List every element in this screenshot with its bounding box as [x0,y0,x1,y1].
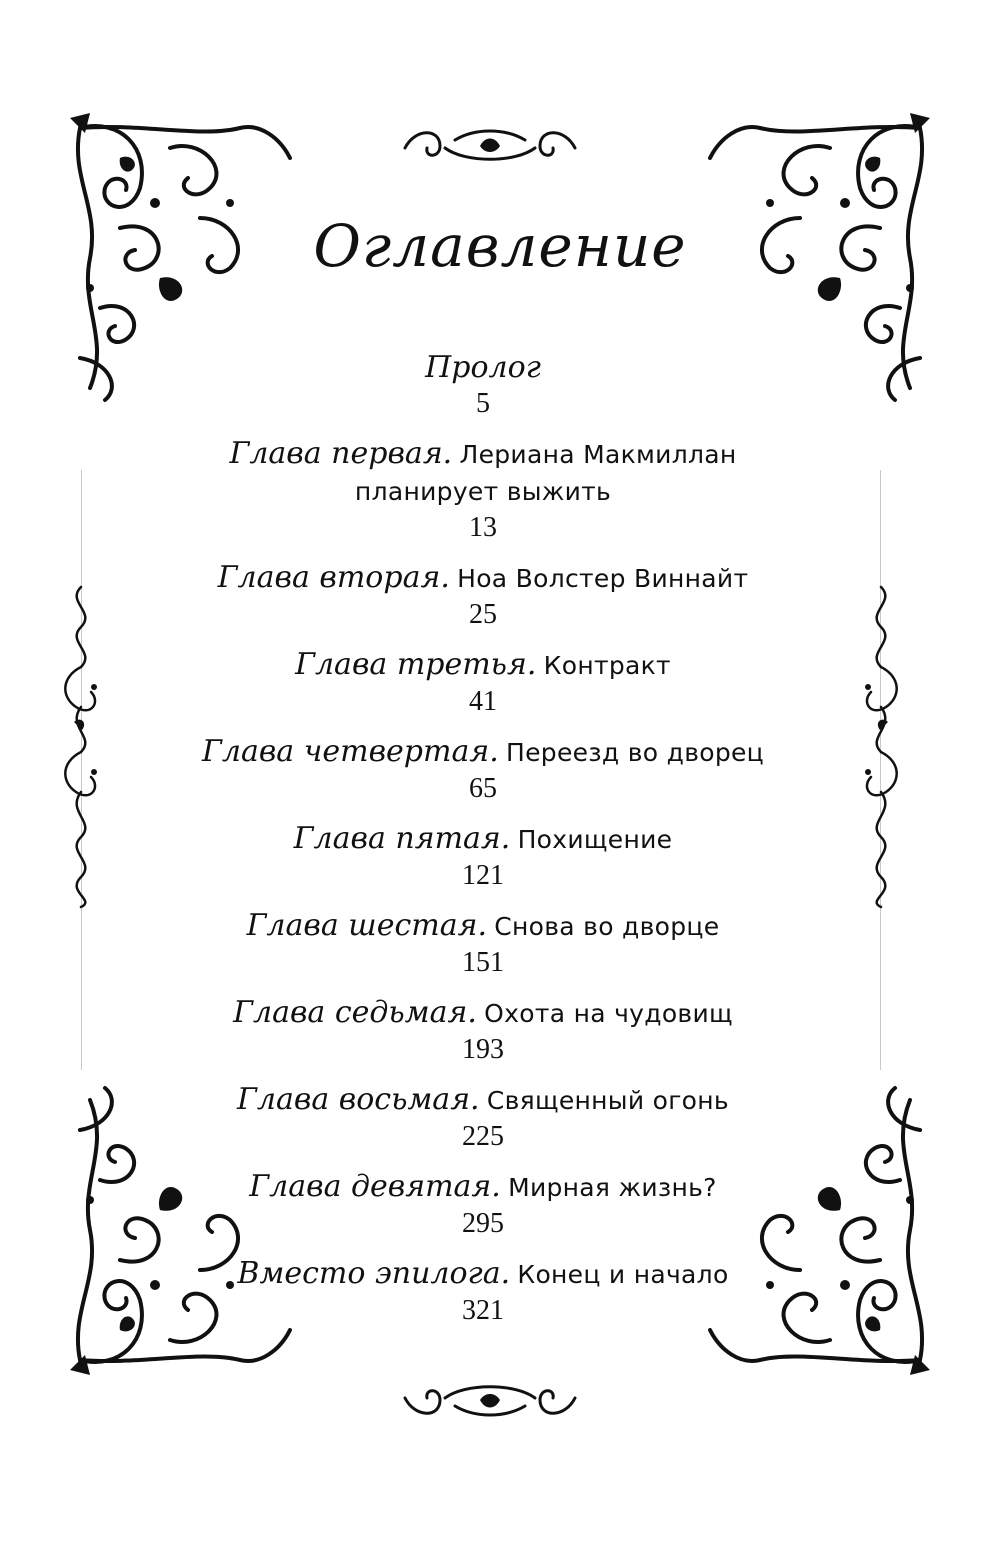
toc-entry-label: Вместо эпилога. [237,1256,511,1291]
toc-entry-page-number: 25 [469,599,497,630]
toc-entry-title: Лериана Макмиллан [459,440,737,469]
toc-entry[interactable] [200,821,766,894]
toc-entry-label: Глава четвертая. [202,734,499,769]
toc-entry-label: Глава девятая. [249,1169,501,1204]
toc-entry-title: Мирная жизнь? [508,1173,717,1202]
toc-entry-label: Глава первая. [229,436,453,471]
toc-entry-title: Ноа Волстер Виннайт [457,564,749,593]
toc-entry[interactable] [200,995,766,1068]
toc-entry[interactable] [200,734,766,807]
toc-entry-label: Пролог [425,350,541,385]
toc-entry-title: Конец и начало [517,1260,729,1289]
toc-entry[interactable] [200,436,766,546]
toc-entry[interactable] [200,1169,766,1242]
toc-entry-title: Священный огонь [486,1086,729,1115]
toc-entry-page-number: 13 [469,512,497,543]
side-vine-left-icon [56,582,106,912]
toc-entry-page-number: 121 [462,860,504,891]
toc-entry[interactable] [200,647,766,720]
toc-entry-page-number: 65 [469,773,497,804]
toc-entry-title-continued: планирует выжить [354,477,612,506]
toc-entry[interactable] [200,1082,766,1155]
toc-entry-page-number: 41 [469,686,497,717]
toc-entry-label: Глава третья. [295,647,537,682]
toc-entry-page-number: 193 [462,1034,504,1065]
toc-entry-label: Глава седьмая. [233,995,477,1030]
table-of-contents [200,350,766,1343]
toc-entry-label: Глава пятая. [293,821,511,856]
toc-entry-label: Глава восьмая. [237,1082,480,1117]
side-vine-right-icon [856,582,906,912]
toc-entry[interactable] [200,908,766,981]
toc-entry-title: Переезд во дворец [506,738,764,767]
toc-entry[interactable] [200,1256,766,1329]
center-flourish-top-icon [395,118,585,168]
toc-entry-title: Охота на чудовищ [484,999,733,1028]
toc-entry-title: Контракт [543,651,671,680]
toc-entry[interactable] [200,350,766,422]
toc-entry-page-number: 295 [462,1208,504,1239]
toc-entry-page-number: 321 [462,1295,504,1326]
toc-entry-page-number: 151 [462,947,504,978]
toc-entry-page-number: 5 [476,388,490,419]
toc-entry-page-number: 225 [462,1121,504,1152]
page-title: Оглавление [313,212,687,280]
toc-entry-label: Глава вторая. [217,560,450,595]
center-flourish-bottom-icon [395,1378,585,1428]
toc-entry-title: Похищение [517,825,673,854]
toc-entry-label: Глава шестая. [246,908,488,943]
toc-entry-title: Снова во дворце [494,912,720,941]
toc-entry[interactable] [200,560,766,633]
